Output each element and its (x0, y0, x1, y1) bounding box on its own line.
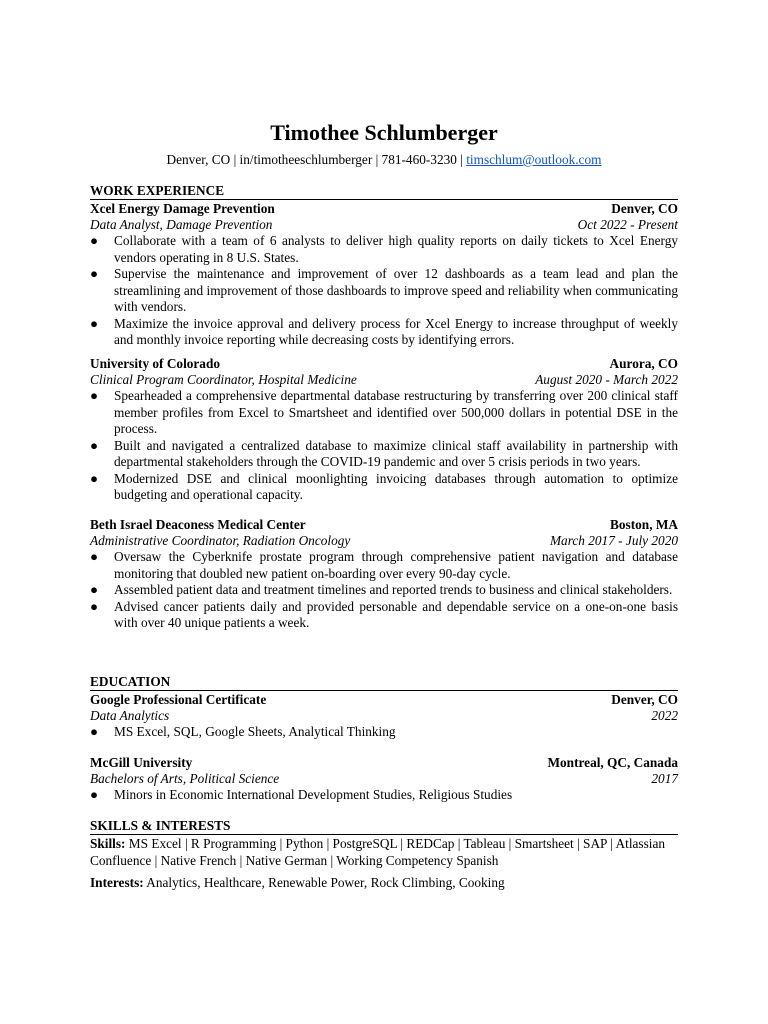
job-role: Clinical Program Coordinator, Hospital Medicine (90, 372, 357, 387)
job-org: University of Colorado (90, 356, 221, 371)
interests-text: Analytics, Healthcare, Renewable Power, Rock Climbing, Cooking (143, 875, 505, 890)
bullet-item: ● Maximize the invoice approval and delivery process for Xcel Energy to increase throughput of weekly and monthly invoice reporting while decreasing costs by identifying errors. (90, 315, 678, 347)
skills-line (90, 836, 678, 869)
job-location: Aurora, CO (609, 356, 678, 371)
edu-org: Google Professional Certificate (90, 692, 267, 707)
section-title-skills: SKILLS & INTERESTS (90, 818, 231, 833)
job-role: Administrative Coordinator, Radiation Oncology (90, 533, 351, 548)
bullet-item: ● Oversaw the Cyberknife prostate program through comprehensive patient navigation and database monitoring that doubled new patient on-boarding over every 90-day cycle. (90, 549, 678, 581)
bullet-icon: ● (90, 470, 99, 486)
bullet-icon: ● (90, 233, 99, 248)
job-entry (90, 201, 678, 349)
edu-date: 2017 (651, 771, 678, 786)
section-divider (90, 690, 678, 691)
section-title-education: EDUCATION (90, 674, 171, 689)
education-section (90, 674, 678, 691)
edu-bullets (90, 724, 678, 741)
bullet-item: ● MS Excel, SQL, Google Sheets, Analytical Thinking (90, 724, 396, 739)
job-entry (90, 356, 678, 504)
bullet-icon: ● (90, 266, 99, 281)
bullet-icon: ● (90, 315, 99, 331)
skills-section (90, 818, 678, 892)
bullet-icon: ● (90, 787, 99, 802)
edu-org: McGill University (90, 755, 193, 770)
job-location: Denver, CO (611, 201, 678, 216)
job-bullets (90, 388, 678, 504)
contact-line (90, 151, 678, 169)
contact-text: Denver, CO | in/timotheeschlumberger | 781-460-3230 | (166, 152, 467, 167)
edu-date: 2022 (651, 708, 678, 723)
bullet-item: ● Advised cancer patients daily and provided personable and dependable service on a one-on-one basis with over 40 unique patients a week. (90, 598, 678, 630)
section-divider (90, 834, 678, 835)
work-section (90, 183, 678, 200)
edu-program: Bachelors of Arts, Political Science (90, 771, 280, 786)
edu-program: Data Analytics (90, 708, 170, 723)
edu-location: Montreal, QC, Canada (547, 755, 678, 770)
section-title-work: WORK EXPERIENCE (90, 183, 225, 198)
education-entry (90, 692, 678, 741)
bullet-item: ● Built and navigated a centralized database to maximize clinical staff availability in partnership with departmental stakeholders through the COVID-19 pandemic and over 5 crisis periods in two years. (90, 437, 678, 469)
bullet-item: ● Minors in Economic International Development Studies, Religious Studies (90, 787, 513, 802)
job-org: Xcel Energy Damage Prevention (90, 201, 275, 216)
bullet-item: ● Spearheaded a comprehensive departmental database restructuring by transferring over 200 clinical staff member profiles from Excel to Smartsheet and identified over 500,000 dollars in potential DSE in the process. (90, 388, 678, 436)
section-divider (90, 199, 678, 200)
bullet-item: ● Modernized DSE and clinical moonlighting invoicing databases through automation to optimize budgeting and operational capacity. (90, 470, 678, 502)
edu-bullets (90, 787, 678, 804)
job-dates: Oct 2022 - Present (577, 217, 678, 232)
interests-line (90, 875, 678, 892)
edu-location: Denver, CO (611, 692, 678, 707)
education-entry (90, 755, 678, 804)
job-dates: August 2020 - March 2022 (535, 372, 678, 387)
job-org: Beth Israel Deaconess Medical Center (90, 517, 306, 532)
bullet-icon: ● (90, 724, 99, 739)
job-bullets (90, 549, 678, 632)
bullet-item: ● Collaborate with a team of 6 analysts to deliver high quality reports on daily tickets to Xcel Energy vendors operating in 8 U.S. States. (90, 233, 678, 265)
job-dates: March 2017 - July 2020 (549, 533, 678, 548)
job-location: Boston, MA (610, 517, 678, 532)
bullet-icon: ● (90, 388, 99, 403)
email-link[interactable]: timschlum@outlook.com (466, 152, 602, 167)
bullet-icon: ● (90, 437, 99, 453)
bullet-item: ● Assembled patient data and treatment timelines and reported trends to business and clinical stakeholders. (90, 582, 673, 597)
job-role: Data Analyst, Damage Prevention (90, 217, 273, 232)
skills-text: MS Excel | R Programming | Python | PostgreSQL | REDCap | Tableau | Smartsheet | SAP | Atlassian Confluence | Native French | Native German | Working Competency Spanish (90, 836, 666, 868)
skills-label: Skills: (90, 836, 126, 851)
bullet-icon: ● (90, 598, 99, 614)
bullet-icon: ● (90, 582, 99, 597)
candidate-name: Timothee Schlumberger (270, 120, 498, 145)
job-bullets (90, 233, 678, 349)
job-entry (90, 517, 678, 632)
interests-label: Interests: (90, 875, 144, 890)
bullet-item: ● Supervise the maintenance and improvement of over 12 dashboards as a team lead and plan the streamlining and improvement of those dashboards to improve speed and reliability when communicating with vendors. (90, 266, 678, 314)
bullet-icon: ● (90, 549, 99, 564)
